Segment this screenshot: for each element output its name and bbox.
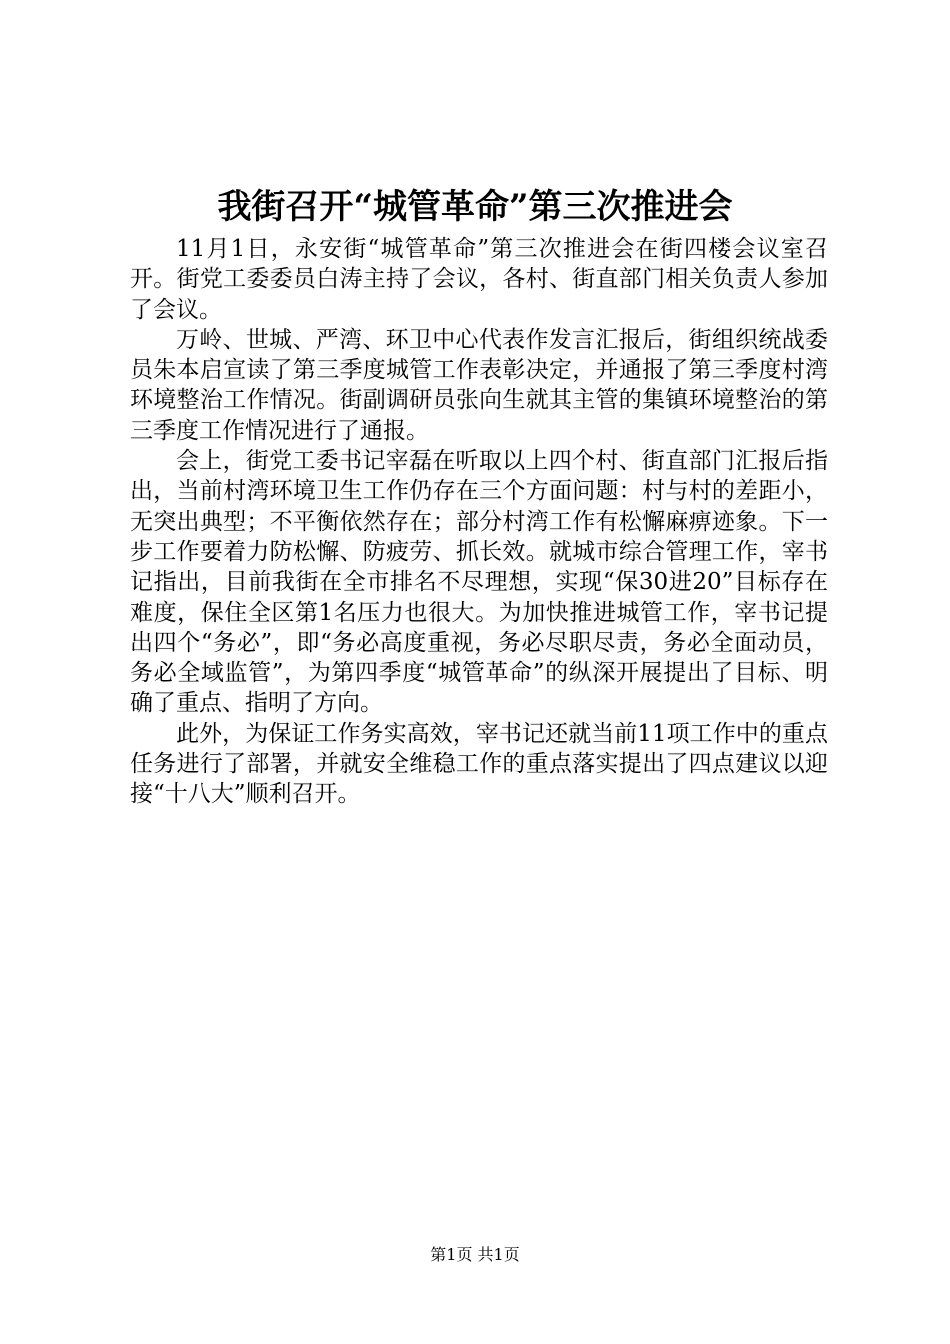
page-footer: 第1页 共1页	[430, 1245, 520, 1264]
paragraph-2: 万岭、世城、严湾、环卫中心代表作发言汇报后，街组织统战委员朱本启宣读了第三季度城管工作表彰决定，并通报了第三季度村湾环境整治工作情况。街副调研员张向生就其主管的集镇环境整治的第三季度工作情况进行了通报。	[130, 326, 828, 444]
document-body	[130, 234, 828, 810]
paragraph-4: 此外，为保证工作务实高效，宰书记还就当前11项工作中的重点任务进行了部署，并就安全维稳工作的重点落实提出了四点建议以迎接“十八大”顺利召开。	[130, 720, 828, 808]
document-title: 我街召开“城管革命”第三次推进会	[217, 187, 733, 227]
paragraph-3: 会上，街党工委书记宰磊在听取以上四个村、街直部门汇报后指出，当前村湾环境卫生工作仍存在三个方面问题：村与村的差距小，无突出典型；不平衡依然存在；部分村湾工作有松懈麻痹迹象。下一步工作要着力防松懈、防疲劳、抓长效。就城市综合管理工作，宰书记指出，目前我街在全市排名不尽理想，实现“保30进20”目标存在难度，保住全区第1名压力也很大。为加快推进城管工作，宰书记提出四个“务必”，即“务必高度重视，务必尽职尽责，务必全面动员，务必全域监管”，为第四季度“城管革命”的纵深开展提出了目标、明确了重点、指明了方向。	[130, 448, 828, 717]
paragraph-1: 11月1日，永安街“城管革命”第三次推进会在街四楼会议室召开。街党工委委员白涛主持了会议，各村、街直部门相关负责人参加了会议。	[130, 236, 828, 323]
